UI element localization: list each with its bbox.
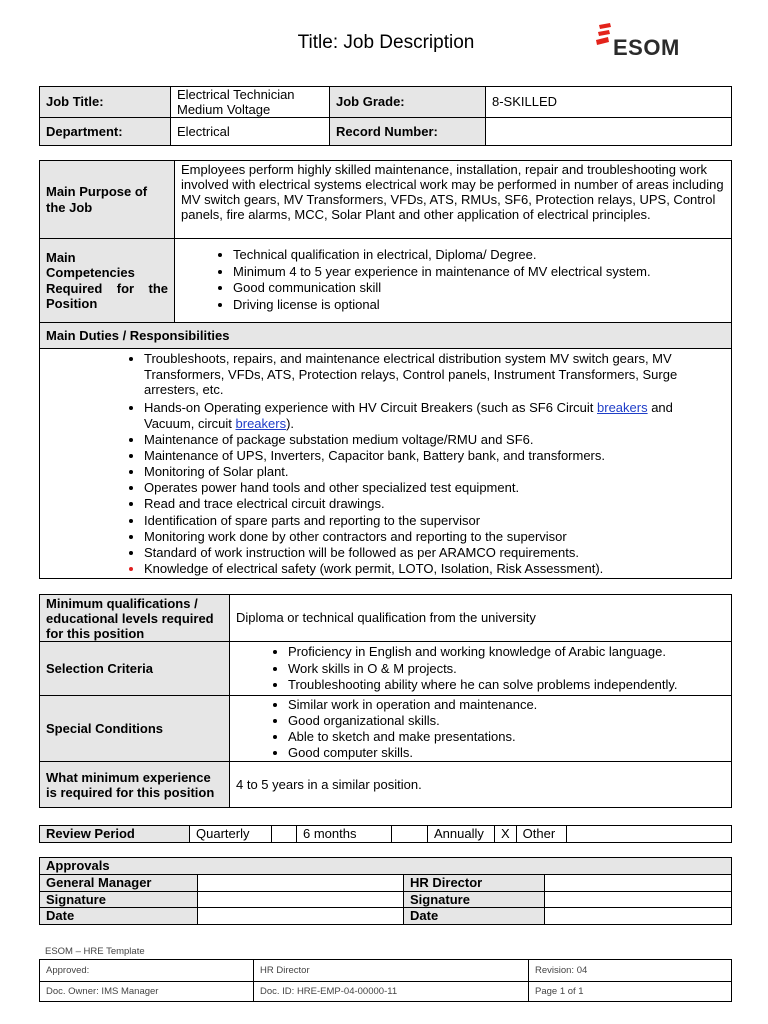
review-other-box[interactable] [566, 826, 731, 843]
review-other: Other [516, 826, 566, 843]
review-annually: Annually [428, 826, 495, 843]
job-purpose-table [39, 160, 732, 579]
gm-signature-label: Signature [40, 891, 198, 908]
list-item: • Monitoring work done by other contractors and reporting to the supervisor [144, 529, 717, 545]
page-title: Title: Job Description [297, 32, 475, 53]
job-title-value: Electrical Technician Medium Voltage [171, 87, 330, 118]
min-qualifications-value: Diploma or technical qualification from the university [230, 595, 732, 642]
list-item: • Knowledge of electrical safety (work permit, LOTO, Isolation, Risk Assessment). [144, 561, 717, 577]
list-item: • Good organizational skills. [288, 713, 725, 729]
gm-date-label: Date [40, 908, 198, 925]
approvals-table [39, 857, 732, 925]
hr-signature-label: Signature [404, 891, 545, 908]
competencies-list [181, 247, 725, 313]
hr-signature-value [545, 891, 732, 908]
selection-criteria-list [236, 644, 725, 694]
list-item: • Troubleshooting ability where he can solve problems independently. [288, 677, 725, 694]
list-item: • Good computer skills. [288, 745, 725, 761]
list-item: • Work skills in O & M projects. [288, 661, 725, 678]
main-purpose-label: Main Purpose of the Job [40, 161, 175, 239]
main-duties-cell [40, 349, 732, 579]
record-number-value [486, 118, 732, 146]
qualifications-table [39, 594, 732, 808]
list-item: • Identification of spare parts and reporting to the supervisor [144, 513, 717, 529]
review-annually-box[interactable]: X [495, 826, 517, 843]
list-item: • Proficiency in English and working knowledge of Arabic language. [288, 644, 725, 661]
list-item: • Able to sketch and make presentations. [288, 729, 725, 745]
footer-doc-owner: Doc. Owner: IMS Manager [40, 982, 254, 1002]
list-item: • Driving license is optional [233, 297, 725, 314]
list-item: • Technical qualification in electrical, Diploma/ Degree. [233, 247, 725, 264]
list-item: • Maintenance of package substation medium voltage/RMU and SF6. [144, 432, 717, 448]
department-value: Electrical [171, 118, 330, 146]
breakers-link[interactable]: breakers [597, 399, 648, 415]
footer-page-number: Page 1 of 1 [529, 982, 732, 1002]
list-item: • Operates power hand tools and other specialized test equipment. [144, 480, 717, 496]
main-purpose-text: Employees perform highly skilled maintenance, installation, repair and troubleshooting work involved with electrical systems electrical work may be performed in number of areas including MV switch gears, MV Transformers, VFDs, ATS, RMUs, SF6, Protection relays, UPS, Control panels, fire alarms, MCC, Solar Plant and other application of electrical principles. [175, 161, 732, 239]
list-item: • Read and trace electrical circuit drawings. [144, 496, 717, 512]
hr-date-label: Date [404, 908, 545, 925]
approvals-heading: Approvals [40, 858, 732, 875]
list-item: • Standard of work instruction will be followed as per ARAMCO requirements. [144, 545, 717, 561]
selection-criteria-label: Selection Criteria [40, 642, 230, 696]
main-duties-heading: Main Duties / Responsibilities [40, 323, 732, 349]
footer-approved: Approved: [40, 960, 254, 982]
record-number-label: Record Number: [330, 118, 486, 146]
company-logo [596, 22, 711, 62]
special-conditions-cell [230, 696, 732, 762]
footer-template-label: ESOM – HRE Template [45, 946, 145, 957]
footer-hr-director: HR Director [254, 960, 529, 982]
job-grade-label: Job Grade: [330, 87, 486, 118]
footer-revision: Revision: 04 [529, 960, 732, 982]
breakers-link-2[interactable]: breakers [235, 415, 287, 431]
hr-director-label: HR Director [404, 875, 545, 892]
review-six-months: 6 months [297, 826, 392, 843]
general-manager-value [198, 875, 404, 892]
gm-date-value [198, 908, 404, 925]
list-item: • Good communication skill [233, 280, 725, 297]
footer-table [39, 959, 732, 1002]
job-info-table [39, 86, 732, 146]
gm-signature-value [198, 891, 404, 908]
min-experience-value: 4 to 5 years in a similar position. [230, 762, 732, 808]
department-label: Department: [40, 118, 171, 146]
list-item: • Troubleshoots, repairs, and maintenance electrical distribution system MV switch gears, MV Transformers, VFDs, ATS, Protection relays, Control panels, Instrument Transformers, Surge arresters, etc. [144, 351, 717, 398]
hr-date-value [545, 908, 732, 925]
list-item: • Similar work in operation and maintenance. [288, 697, 725, 713]
logo-text: ESOM [613, 35, 680, 60]
selection-criteria-cell [230, 642, 732, 696]
review-period-table [39, 825, 732, 843]
list-item: • Hands-on Operating experience with HV Circuit Breakers (such as SF6 Circuit breakers and Vacuum, circuit breakers). [144, 400, 717, 432]
special-conditions-label: Special Conditions [40, 696, 230, 762]
special-conditions-list [236, 697, 725, 761]
review-quarterly-box[interactable] [272, 826, 297, 843]
list-item: • Monitoring of Solar plant. [144, 464, 717, 480]
review-period-label: Review Period [40, 826, 190, 843]
main-competencies-label: Main Competencies Required for the Position [40, 239, 175, 323]
list-item: • Minimum 4 to 5 year experience in maintenance of MV electrical system. [233, 264, 725, 281]
job-grade-value: 8-SKILLED [486, 87, 732, 118]
min-qualifications-label: Minimum qualifications / educational levels required for this position [40, 595, 230, 642]
job-title-label: Job Title: [40, 87, 171, 118]
general-manager-label: General Manager [40, 875, 198, 892]
review-quarterly: Quarterly [190, 826, 272, 843]
min-experience-label: What minimum experience is required for this position [40, 762, 230, 808]
review-six-months-box[interactable] [392, 826, 428, 843]
duties-list [46, 351, 725, 577]
list-item: • Maintenance of UPS, Inverters, Capacitor bank, Battery bank, and transformers. [144, 448, 717, 464]
footer-doc-id: Doc. ID: HRE-EMP-04-00000-11 [254, 982, 529, 1002]
main-competencies-cell [175, 239, 732, 323]
hr-director-value [545, 875, 732, 892]
